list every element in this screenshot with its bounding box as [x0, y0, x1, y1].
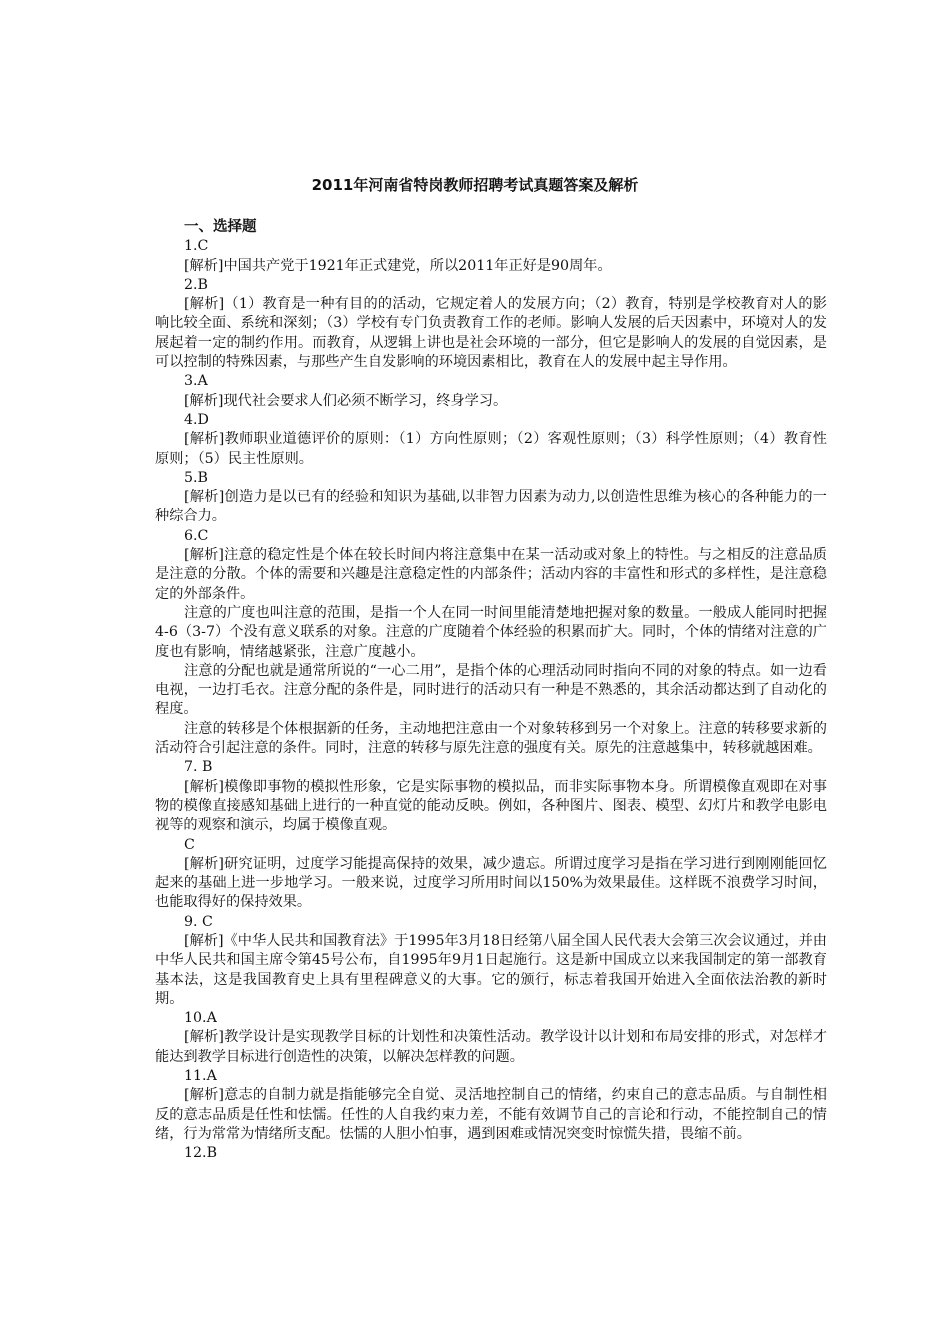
answer-item — [155, 237, 827, 276]
answer-item — [155, 836, 827, 913]
answer-item — [155, 758, 827, 835]
explanation-paragraph: [解析]《中华人民共和国教育法》于1995年3月18日经第八届全国人民代表大会第三次会议通过，并由中华人民共和国主席令第45号公布，自1995年9月1日起施行。这是新中国成立以来我国制定的第一部教育基本法，这是我国教育史上具有里程碑意义的大事。它的颁行，标志着我国开始进入全面依法治教的新时期。 — [155, 932, 827, 1007]
explanation-paragraph: [解析]教学设计是实现教学目标的计划性和决策性活动。教学设计以计划和布局安排的形式，对怎样才能达到教学目标进行创造性的决策，以解决怎样教的问题。 — [155, 1029, 827, 1065]
answer-item — [155, 527, 827, 759]
answer-key: 2.B — [184, 276, 208, 293]
answer-item — [155, 1067, 827, 1144]
answer-item — [155, 1009, 827, 1067]
answer-key: 10.A — [184, 1010, 217, 1027]
answer-item — [155, 1144, 827, 1163]
answer-key: 6.C — [184, 527, 209, 544]
answer-key: 11.A — [184, 1068, 217, 1085]
answer-key: 3.A — [184, 373, 208, 390]
answer-item — [155, 913, 827, 1009]
section-heading: 一、选择题 — [184, 219, 257, 235]
explanation-paragraph: [解析]模像即事物的模拟性形象，它是实际事物的模拟品，而非实际事物本身。所谓模像直观即在对事物的模像直接感知基础上进行的一种直觉的能动反映。例如，各种图片、图表、模型、幻灯片和教学电影电视等的观察和演示，均属于模像直观。 — [155, 778, 827, 834]
explanation-paragraph: [解析]创造力是以已有的经验和知识为基础,以非智力因素为动力,以创造性思维为核心的各种能力的一种综合力。 — [155, 489, 827, 525]
answer-key: 1.C — [184, 238, 209, 255]
answer-list — [155, 237, 827, 1163]
explanation-paragraph: [解析]研究证明，过度学习能提高保持的效果，减少遗忘。所谓过度学习是指在学习进行到刚刚能回忆起来的基础上进一步地学习。一般来说，过度学习所用时间以150%为效果最佳。这样既不浪费学习时间，也能取得好的保持效果。 — [155, 855, 827, 911]
explanation-paragraph: [解析]意志的自制力就是指能够完全自觉、灵活地控制自己的情绪，约束自己的意志品质。与自制性相反的意志品质是任性和怯懦。任性的人自我约束力差，不能有效调节自己的言论和行动，不能控制自己的情绪，行为常常为情绪所支配。怯懦的人胆小怕事，遇到困难或情况突变时惊慌失措，畏缩不前。 — [155, 1087, 827, 1142]
answer-item — [155, 372, 827, 411]
answer-key: 12.B — [184, 1145, 217, 1162]
explanation-paragraph: 注意的转移是个体根据新的任务，主动地把注意由一个对象转移到另一个对象上。注意的转移要求新的活动符合引起注意的条件。同时，注意的转移与原先注意的强度有关。原先的注意越集中，转移就越困难。 — [155, 720, 827, 757]
answer-item — [155, 276, 827, 372]
explanation-paragraph: [解析]教师职业道德评价的原则：（1）方向性原则；（2）客观性原则；（3）科学性原则；（4）教育性原则；（5）民主性原则。 — [155, 431, 827, 467]
document-body — [155, 218, 827, 1164]
answer-key: 5.B — [184, 469, 208, 486]
answer-item — [155, 469, 827, 527]
answer-key: C — [184, 836, 195, 853]
explanation-paragraph: [解析]中国共产党于1921年正式建党，所以2011年正好是90周年。 — [184, 257, 612, 274]
answer-key: 9. C — [184, 913, 213, 930]
answer-item — [155, 411, 827, 469]
answer-key: 4.D — [184, 411, 209, 428]
explanation-paragraph: [解析]现代社会要求人们必须不断学习，终身学习。 — [184, 392, 508, 409]
explanation-paragraph: [解析]注意的稳定性是个体在较长时间内将注意集中在某一活动或对象上的特性。与之相反的注意品质是注意的分散。个体的需要和兴趣是注意稳定性的内部条件；活动内容的丰富性和形式的多样性，是注意稳定的外部条件。 — [155, 547, 827, 602]
answer-key: 7. B — [184, 759, 213, 776]
explanation-paragraph: 注意的分配也就是通常所说的“一心二用”，是指个体的心理活动同时指向不同的对象的特点。如一边看电视，一边打毛衣。注意分配的条件是，同时进行的活动只有一种是不熟悉的，其余活动都达到了自动化的程度。 — [155, 662, 827, 718]
explanation-paragraph: [解析]（1）教育是一种有目的的活动，它规定着人的发展方向；（2）教育，特别是学校教育对人的影响比较全面、系统和深刻；（3）学校有专门负责教育工作的老师。影响人发展的后天因素中，环境对人的发展起着一定的制约作用。而教育，从逻辑上讲也是社会环境的一部分，但它是影响人的发展的自觉因素，是可以控制的特殊因素，与那些产生自发影响的环境因素相比，教育在人的发展中起主导作用。 — [155, 296, 827, 371]
explanation-paragraph: 注意的广度也叫注意的范围，是指一个人在同一时间里能清楚地把握对象的数量。一般成人能同时把握4-6（3-7）个没有意义联系的对象。注意的广度随着个体经验的积累而扩大。同时，个体的情绪对注意的广度也有影响，情绪越紧张，注意广度越小。 — [155, 604, 827, 660]
document-title: 2011年河南省特岗教师招聘考试真题答案及解析 — [311, 176, 639, 194]
